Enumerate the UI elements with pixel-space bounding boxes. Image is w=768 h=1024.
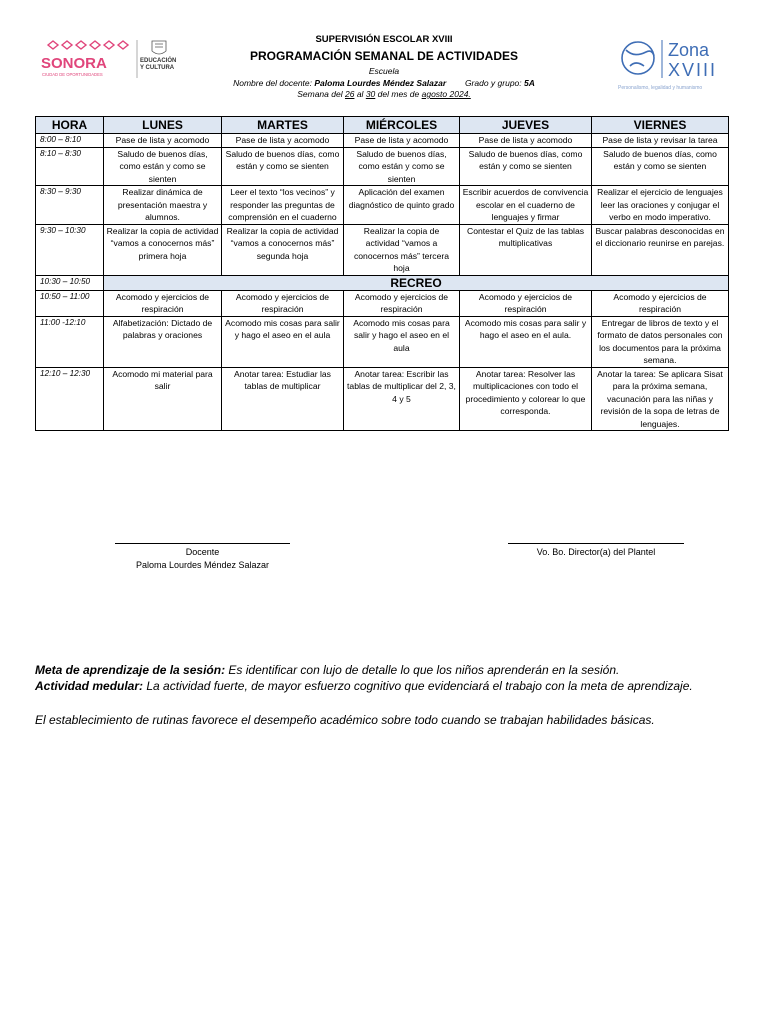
director-signature-role: Vo. Bo. Director(a) del Plantel <box>536 547 656 557</box>
table-row <box>36 186 729 225</box>
time-cell: 11:00 -12:10 <box>36 316 104 367</box>
activity-cell: Pase de lista y acomodo <box>344 134 460 148</box>
activity-cell: Acomodo mis cosas para salir y hago el aseo en el aula <box>344 316 460 367</box>
activity-cell: Saludo de buenos días, como están y como se sienten <box>222 147 344 186</box>
activity-cell: Realizar la copia de actividad “vamos a conocernos más” tercera hoja <box>344 224 460 275</box>
education-dept-line2: Y CULTURA <box>140 65 175 71</box>
header-hora: HORA <box>36 117 104 134</box>
meta-aprendizaje-line <box>35 663 619 677</box>
header-viernes: VIERNES <box>592 117 729 134</box>
activity-cell: Alfabetización: Dictado de palabras y oraciones <box>104 316 222 367</box>
time-cell: 8:30 – 9:30 <box>36 186 104 225</box>
activity-cell: Aplicación del examen diagnóstico de quinto grado <box>344 186 460 225</box>
activity-cell: Escribir acuerdos de convivencia escolar en el cuaderno de lenguajes y firmar <box>460 186 592 225</box>
school-label: Escuela <box>368 66 400 76</box>
activity-cell: Leer el texto “los vecinos” y responder las preguntas de comprensión en el cuaderno <box>222 186 344 225</box>
activity-cell: Buscar palabras desconocidas en el diccionario reunirse en parejas. <box>592 224 729 275</box>
week-from: 26 <box>344 89 355 99</box>
activity-cell: Saludo de buenos días, como están y como se sienten <box>460 147 592 186</box>
activity-cell: Realizar dinámica de presentación maestra y alumnos. <box>104 186 222 225</box>
activity-cell: Acomodo mis cosas para salir y hago el aseo en el aula. <box>460 316 592 367</box>
education-dept-line1: EDUCACIÓN <box>140 58 177 64</box>
zona-globe-icon <box>622 42 654 74</box>
meta-text: Es identificar con lujo de detalle lo que los niños aprenderán en la sesión. <box>228 663 620 677</box>
activity-cell: Pase de lista y acomodo <box>460 134 592 148</box>
zona-xviii-logo <box>616 34 734 92</box>
table-row <box>36 147 729 186</box>
closing-note: El establecimiento de rutinas favorece el desempeño académico sobre todo cuando se trabajan habilidades básicas. <box>35 713 655 727</box>
page-title: PROGRAMACIÓN SEMANAL DE ACTIVIDADES <box>249 49 518 63</box>
actividad-medular-line <box>35 679 693 693</box>
table-header-row <box>36 117 729 134</box>
sonora-education-logo <box>40 38 186 82</box>
week-month: agosto 2024. <box>421 89 471 99</box>
activity-cell: Realizar la copia de actividad “vamos a conocernos más” primera hoja <box>104 224 222 275</box>
sonora-ornament-icon <box>48 41 128 49</box>
activity-cell: Realizar el ejercicio de lenguajes leer las oraciones y conjugar el verbo en modo imperativo. <box>592 186 729 225</box>
week-mid: al <box>356 89 364 99</box>
activity-cell: Acomodo y ejercicios de respiración <box>592 290 729 316</box>
sonora-tagline: CIUDAD DE OPORTUNIDADES <box>42 72 103 77</box>
recreo-label: RECREO <box>104 275 729 290</box>
activity-cell: Pase de lista y acomodo <box>104 134 222 148</box>
grade-label: Grado y grupo: <box>464 78 522 88</box>
time-cell: 8:00 – 8:10 <box>36 134 104 148</box>
actividad-label: Actividad medular: <box>35 679 144 693</box>
activity-cell: Pase de lista y revisar la tarea <box>592 134 729 148</box>
activity-cell: Acomodo y ejercicios de respiración <box>222 290 344 316</box>
table-row <box>36 316 729 367</box>
table-row <box>36 134 729 148</box>
director-signature-line <box>508 543 684 544</box>
table-row <box>36 367 729 431</box>
weekly-schedule-table <box>35 116 729 431</box>
activity-cell: Acomodo y ejercicios de respiración <box>104 290 222 316</box>
meta-label: Meta de aprendizaje de la sesión: <box>35 663 226 677</box>
activity-cell: Anotar tarea: Estudiar las tablas de multiplicar <box>222 367 344 431</box>
teacher-signature-name: Paloma Lourdes Méndez Salazar <box>135 560 270 570</box>
header-miercoles: MIÉRCOLES <box>344 117 460 134</box>
coat-of-arms-icon <box>152 41 166 54</box>
teacher-signature-role: Docente <box>185 547 220 557</box>
zona-roman-numeral: XVIII <box>668 60 718 80</box>
table-row <box>36 290 729 316</box>
activity-cell: Acomodo mis cosas para salir y hago el aseo en el aula <box>222 316 344 367</box>
sonora-brand-text: SONORA <box>41 55 107 72</box>
activity-cell: Saludo de buenos días, como están y como se sienten <box>592 147 729 186</box>
header-jueves: JUEVES <box>460 117 592 134</box>
table-row <box>36 224 729 275</box>
teacher-grade-line <box>200 78 568 88</box>
activity-cell: Realizar la copia de actividad “vamos a conocernos más” segunda hoja <box>222 224 344 275</box>
header-martes: MARTES <box>222 117 344 134</box>
activity-cell: Contestar el Quiz de las tablas multiplicativas <box>460 224 592 275</box>
activity-cell: Entregar de libros de texto y el formato de datos personales con los documentos para la próxima semana. <box>592 316 729 367</box>
activity-cell: Acomodo mi material para salir <box>104 367 222 431</box>
activity-cell: Pase de lista y acomodo <box>222 134 344 148</box>
week-month-prefix: del mes de <box>377 89 420 99</box>
time-cell: 9:30 – 10:30 <box>36 224 104 275</box>
activity-cell: Anotar la tarea: Se aplicara Sisat para la próxima semana, vacunación para las niñas y revisión de la sopa de letras de lenguajes. <box>592 367 729 431</box>
teacher-label: Nombre del docente: <box>233 78 313 88</box>
teacher-signature-line <box>115 543 290 544</box>
teacher-name: Paloma Lourdes Méndez Salazar <box>314 78 447 88</box>
activity-cell: Acomodo y ejercicios de respiración <box>344 290 460 316</box>
activity-cell: Acomodo y ejercicios de respiración <box>460 290 592 316</box>
zona-word: Zona <box>668 40 710 60</box>
time-cell: 12:10 – 12:30 <box>36 367 104 431</box>
header-lunes: LUNES <box>104 117 222 134</box>
time-cell: 8:10 – 8:30 <box>36 147 104 186</box>
activity-cell: Anotar tarea: Resolver las multiplicaciones con todo el procedimiento y colorear lo que corresponda. <box>460 367 592 431</box>
week-to: 30 <box>365 89 376 99</box>
zona-tagline: Personalismo, legalidad y humanismo <box>618 85 703 91</box>
activity-cell: Saludo de buenos días, como están y como se sienten <box>344 147 460 186</box>
activity-cell: Saludo de buenos días, como están y como se sienten <box>104 147 222 186</box>
supervision-title: SUPERVISIÓN ESCOLAR XVIII <box>315 34 453 45</box>
time-cell: 10:30 – 10:50 <box>36 275 104 290</box>
grade-value: 5A <box>524 78 535 88</box>
recreo-row <box>36 275 729 290</box>
time-cell: 10:50 – 11:00 <box>36 290 104 316</box>
activity-cell: Anotar tarea: Escribir las tablas de multiplicar del 2, 3, 4 y 5 <box>344 367 460 431</box>
actividad-text: La actividad fuerte, de mayor esfuerzo cognitivo que evidenciará el trabajo con la meta de aprendizaje. <box>146 679 693 693</box>
week-line <box>200 89 568 99</box>
week-prefix: Semana del <box>297 89 343 99</box>
